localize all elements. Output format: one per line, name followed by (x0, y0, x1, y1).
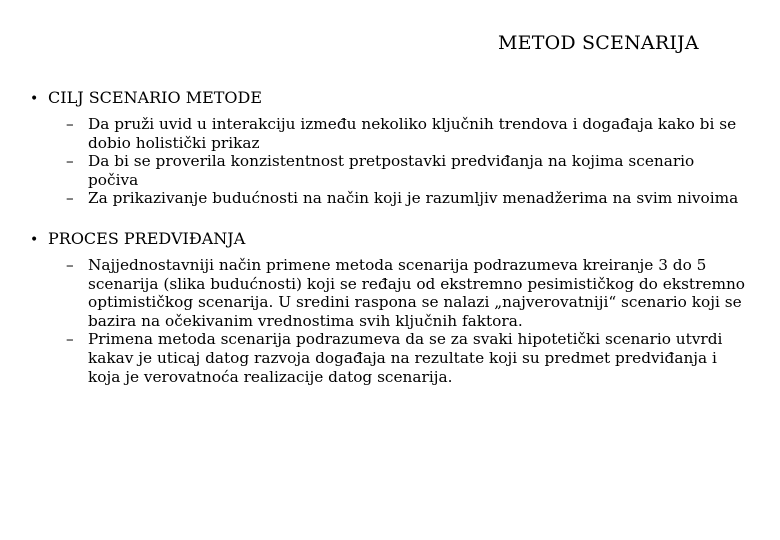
list-item-text: Da pruži uvid u interakciju između nekoliko ključnih trendova i događaja kako bi se dobio holistički prikaz (88, 115, 737, 152)
list-item-text: Primena metoda scenarija podrazumeva da se za svaki hipotetički scenario utvrdi kakav je uticaj datog razvoja događaja na rezultate koji su predmet predviđanja i koja je verovatnoća realizacije datog scenarija. (88, 330, 723, 386)
section-heading: PROCES PREDVIĐANJA (48, 229, 246, 248)
list-item-text: Najjednostavniji način primene metoda scenarija podrazumeva kreiranje 3 do 5 scenarija (slika budućnosti) koji se ređaju od ekstremno pesimističkog do ekstremno optimističkog scenarija. U sredini raspona se nalazi „najverovatniji“ scenario koji se bazira na očekivanim vrednostima svih ključnih faktora. (88, 256, 746, 330)
list-item (66, 152, 760, 189)
list-item (66, 115, 760, 152)
dash-marker: – (66, 189, 74, 208)
slide-title: METOD SCENARIJA (498, 32, 699, 54)
list-item-text: Za prikazivanje budućnosti na način koji je razumljiv menadžerima na svim nivoima (88, 189, 739, 208)
list-item (66, 256, 760, 330)
list-item (66, 189, 760, 208)
bullet-dot: • (30, 91, 39, 107)
bullet-dot: • (30, 232, 39, 248)
sub-list (66, 115, 760, 208)
section-process (30, 229, 760, 386)
list-item (66, 330, 760, 386)
list-item-text: Da bi se proverila konzistentnost pretpostavki predviđanja na kojima scenario počiva (88, 152, 695, 189)
dash-marker: – (66, 256, 74, 274)
section-goal (30, 88, 760, 208)
dash-marker: – (66, 115, 74, 133)
section-heading-row (30, 88, 760, 109)
sub-list (66, 256, 760, 386)
section-heading-row (30, 229, 760, 250)
dash-marker: – (66, 330, 74, 349)
dash-marker: – (66, 152, 74, 171)
section-heading: CILJ SCENARIO METODE (48, 88, 263, 107)
